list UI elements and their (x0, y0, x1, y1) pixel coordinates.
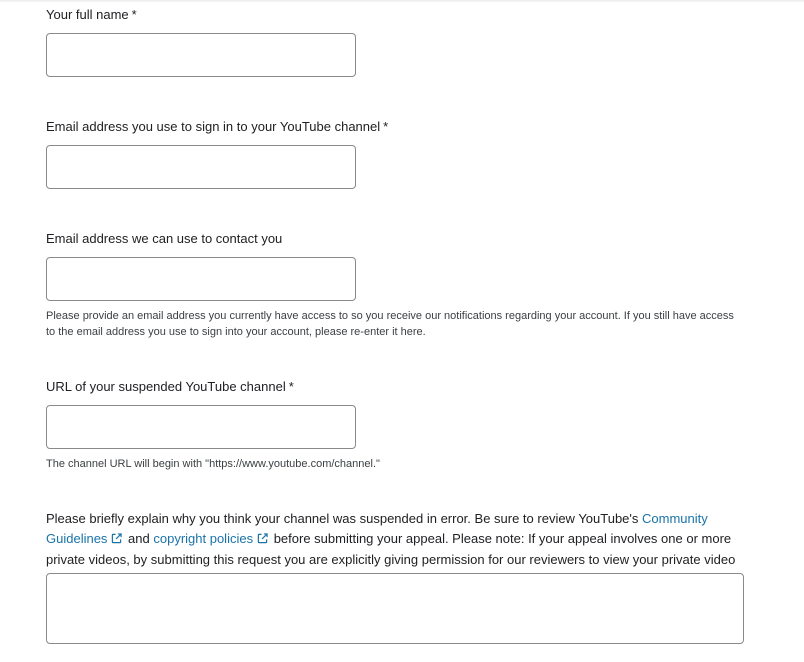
contact-email-help-text: Please provide an email address you currently have access to so you receive our notifications regarding your account. If you still have access to the email address you use to sign into your account, please re-enter it here. (46, 310, 734, 338)
copyright-policies-link[interactable]: copyright policies (153, 531, 254, 546)
channel-url-label: URL of your suspended YouTube channel * (46, 379, 294, 394)
full-name-input[interactable] (46, 33, 356, 77)
required-mark: * (383, 119, 389, 134)
channel-url-help-text: The channel URL will begin with "https://www.youtube.com/channel." (46, 458, 380, 470)
signin-email-input[interactable] (46, 145, 356, 189)
appeal-reason-textarea[interactable] (46, 573, 744, 644)
contact-email-label: Email address we can use to contact you (46, 231, 283, 246)
channel-url-input[interactable] (46, 405, 356, 449)
required-mark: * (288, 379, 294, 394)
signin-email-label: Email address you use to sign in to your YouTube channel * (46, 119, 389, 134)
contact-email-input[interactable] (46, 257, 356, 301)
appeal-reason-label: Please briefly explain why you think your channel was suspended in error. Be sure to review YouTube's Community Guidelines and copyright policies before submitting your appeal. Please note: If your appeal involves one or more private videos, by submitting this request you are explicitly giving permission for our reviewers to view your private video (46, 509, 746, 590)
top-edge-shadow (0, 0, 804, 3)
community-guidelines-link[interactable]: Community Guidelines (46, 511, 708, 546)
full-name-label: Your full name * (46, 7, 137, 22)
required-mark: * (131, 7, 137, 22)
external-link-icon[interactable] (257, 530, 268, 550)
external-link-icon[interactable] (111, 530, 122, 550)
